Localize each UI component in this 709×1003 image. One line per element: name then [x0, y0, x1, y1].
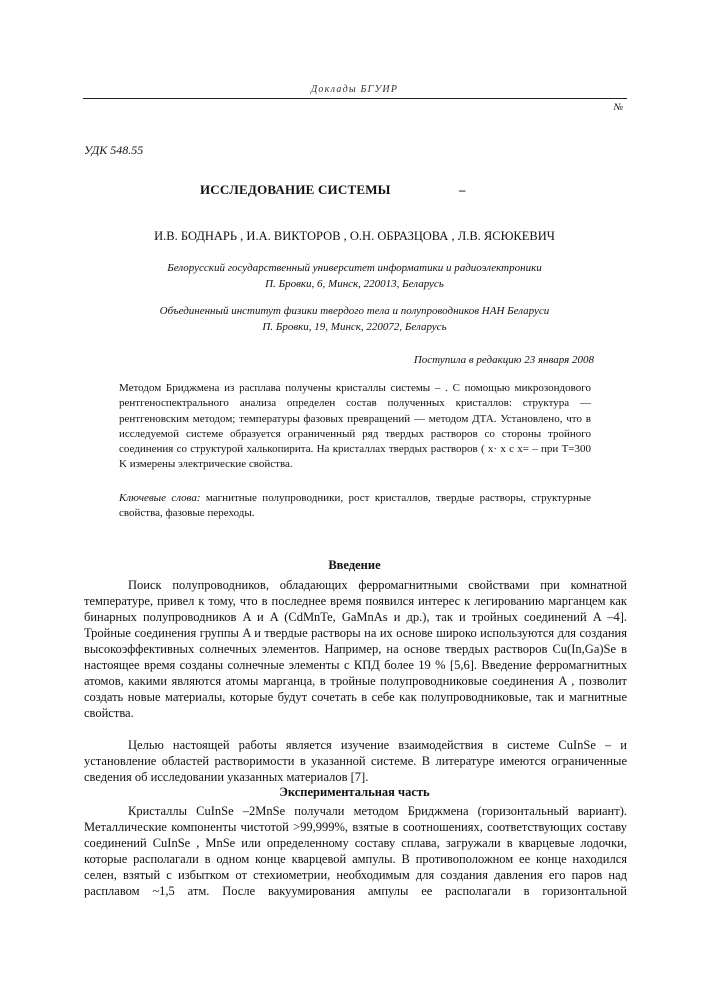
header-rule — [83, 98, 627, 99]
abstract-text: Методом Бриджмена из расплава получены кристаллы системы – . С помощью микрозондового рентгеноспектрального анализа определен состав полученных кристаллов: структура — рентгеновским методом; температуры фазовых превращений — методом ДТА. Установлено, что в исследуемой системе образуется ограниченный ряд твердых растворов со стороны тройного соединения со структурой халькопирита. На кристаллах твердых растворов ( x· x с x= – при T=300 K измерены электрические свойства. — [119, 382, 591, 471]
received-date: Поступила в редакцию 23 января 2008 — [413, 354, 594, 366]
intro-paragraph-2 — [84, 737, 627, 785]
abstract — [119, 381, 591, 473]
affiliation-2-address: П. Бровки, 19, Минск, 220072, Беларусь — [262, 321, 447, 333]
author-list: И.В. БОДНАРЬ , И.А. ВИКТОРОВ , О.Н. ОБРАЗЦОВА , Л.В. ЯСЮКЕВИЧ — [154, 229, 555, 243]
paragraph-text: Кристаллы CuInSe –2MnSe получали методом Бриджмена (горизонтальный вариант). Металлические компоненты чистотой >99,999%, взятые в соотношениях, соответствующих составу соединений CuInSe , MnSe или определенному составу сплава, загружали в кварцевые лодочки, которые располагали в одном конце кварцевой ампулы. В противоположном ее конце находился селен, взятый с избытком от стехиометрии, необходимым для создания давления его паров над расплавом ~1,5 атм. После вакуумирования ампулы ее располагали в горизонтальной — [84, 804, 627, 898]
keywords-label: Ключевые слова: — [119, 492, 201, 504]
section-heading-experimental: Экспериментальная часть — [279, 785, 430, 799]
intro-paragraph-1 — [84, 577, 627, 721]
affiliation-1-name: Белорусский государственный университет информатики и радиоэлектроники — [167, 262, 542, 274]
paragraph-text: Целью настоящей работы является изучение взаимодействия в системе CuInSe – и установление областей растворимости в указанной системе. В литературе имеются ограниченные сведения об исследовании указанных материалов [7]. — [84, 738, 627, 784]
affiliation-1 — [0, 260, 709, 292]
experimental-paragraph-1 — [84, 803, 627, 899]
paragraph-text: Поиск полупроводников, обладающих ферромагнитными свойствами при комнатной температуре, привел к тому, что в последнее время появился интерес к легированию марганцем как бинарных полупроводников A и A (CdMnTe, GaMnAs и др.), так и тройных соединений A –4]. Тройные соединения группы A и твердые растворы на их основе широко используются для создания высокоэффективных солнечных элементов. Например, на основе твердых растворов Cu(In,Ga)Se в настоящее время созданы солнечные элементы с КПД более 19 % [5,6]. Введение ферромагнитных атомов, какими являются атомы марганца, в тройные полупроводниковые соединения A , позволит создать новые материалы, которые будут сочетать в себе как полупроводниковые, так и магнитные свойства. — [84, 578, 627, 720]
journal-header: Доклады БГУИР — [310, 84, 399, 95]
affiliation-2-name: Объединенный институт физики твердого тела и полупроводников НАН Беларуси — [159, 305, 550, 317]
udk-code: УДК 548.55 — [84, 143, 144, 157]
keywords — [119, 491, 591, 522]
section-heading-introduction: Введение — [328, 558, 381, 572]
issue-number: № — [613, 102, 623, 113]
affiliation-1-address: П. Бровки, 6, Минск, 220013, Беларусь — [265, 278, 444, 290]
title-dash: – — [459, 182, 466, 197]
keywords-text: магнитные полупроводники, рост кристаллов, твердые растворы, структурные свойства, фазовые переходы. — [119, 492, 591, 520]
affiliation-2 — [0, 303, 709, 335]
paper-title: ИССЛЕДОВАНИЕ СИСТЕМЫ — [200, 182, 391, 197]
